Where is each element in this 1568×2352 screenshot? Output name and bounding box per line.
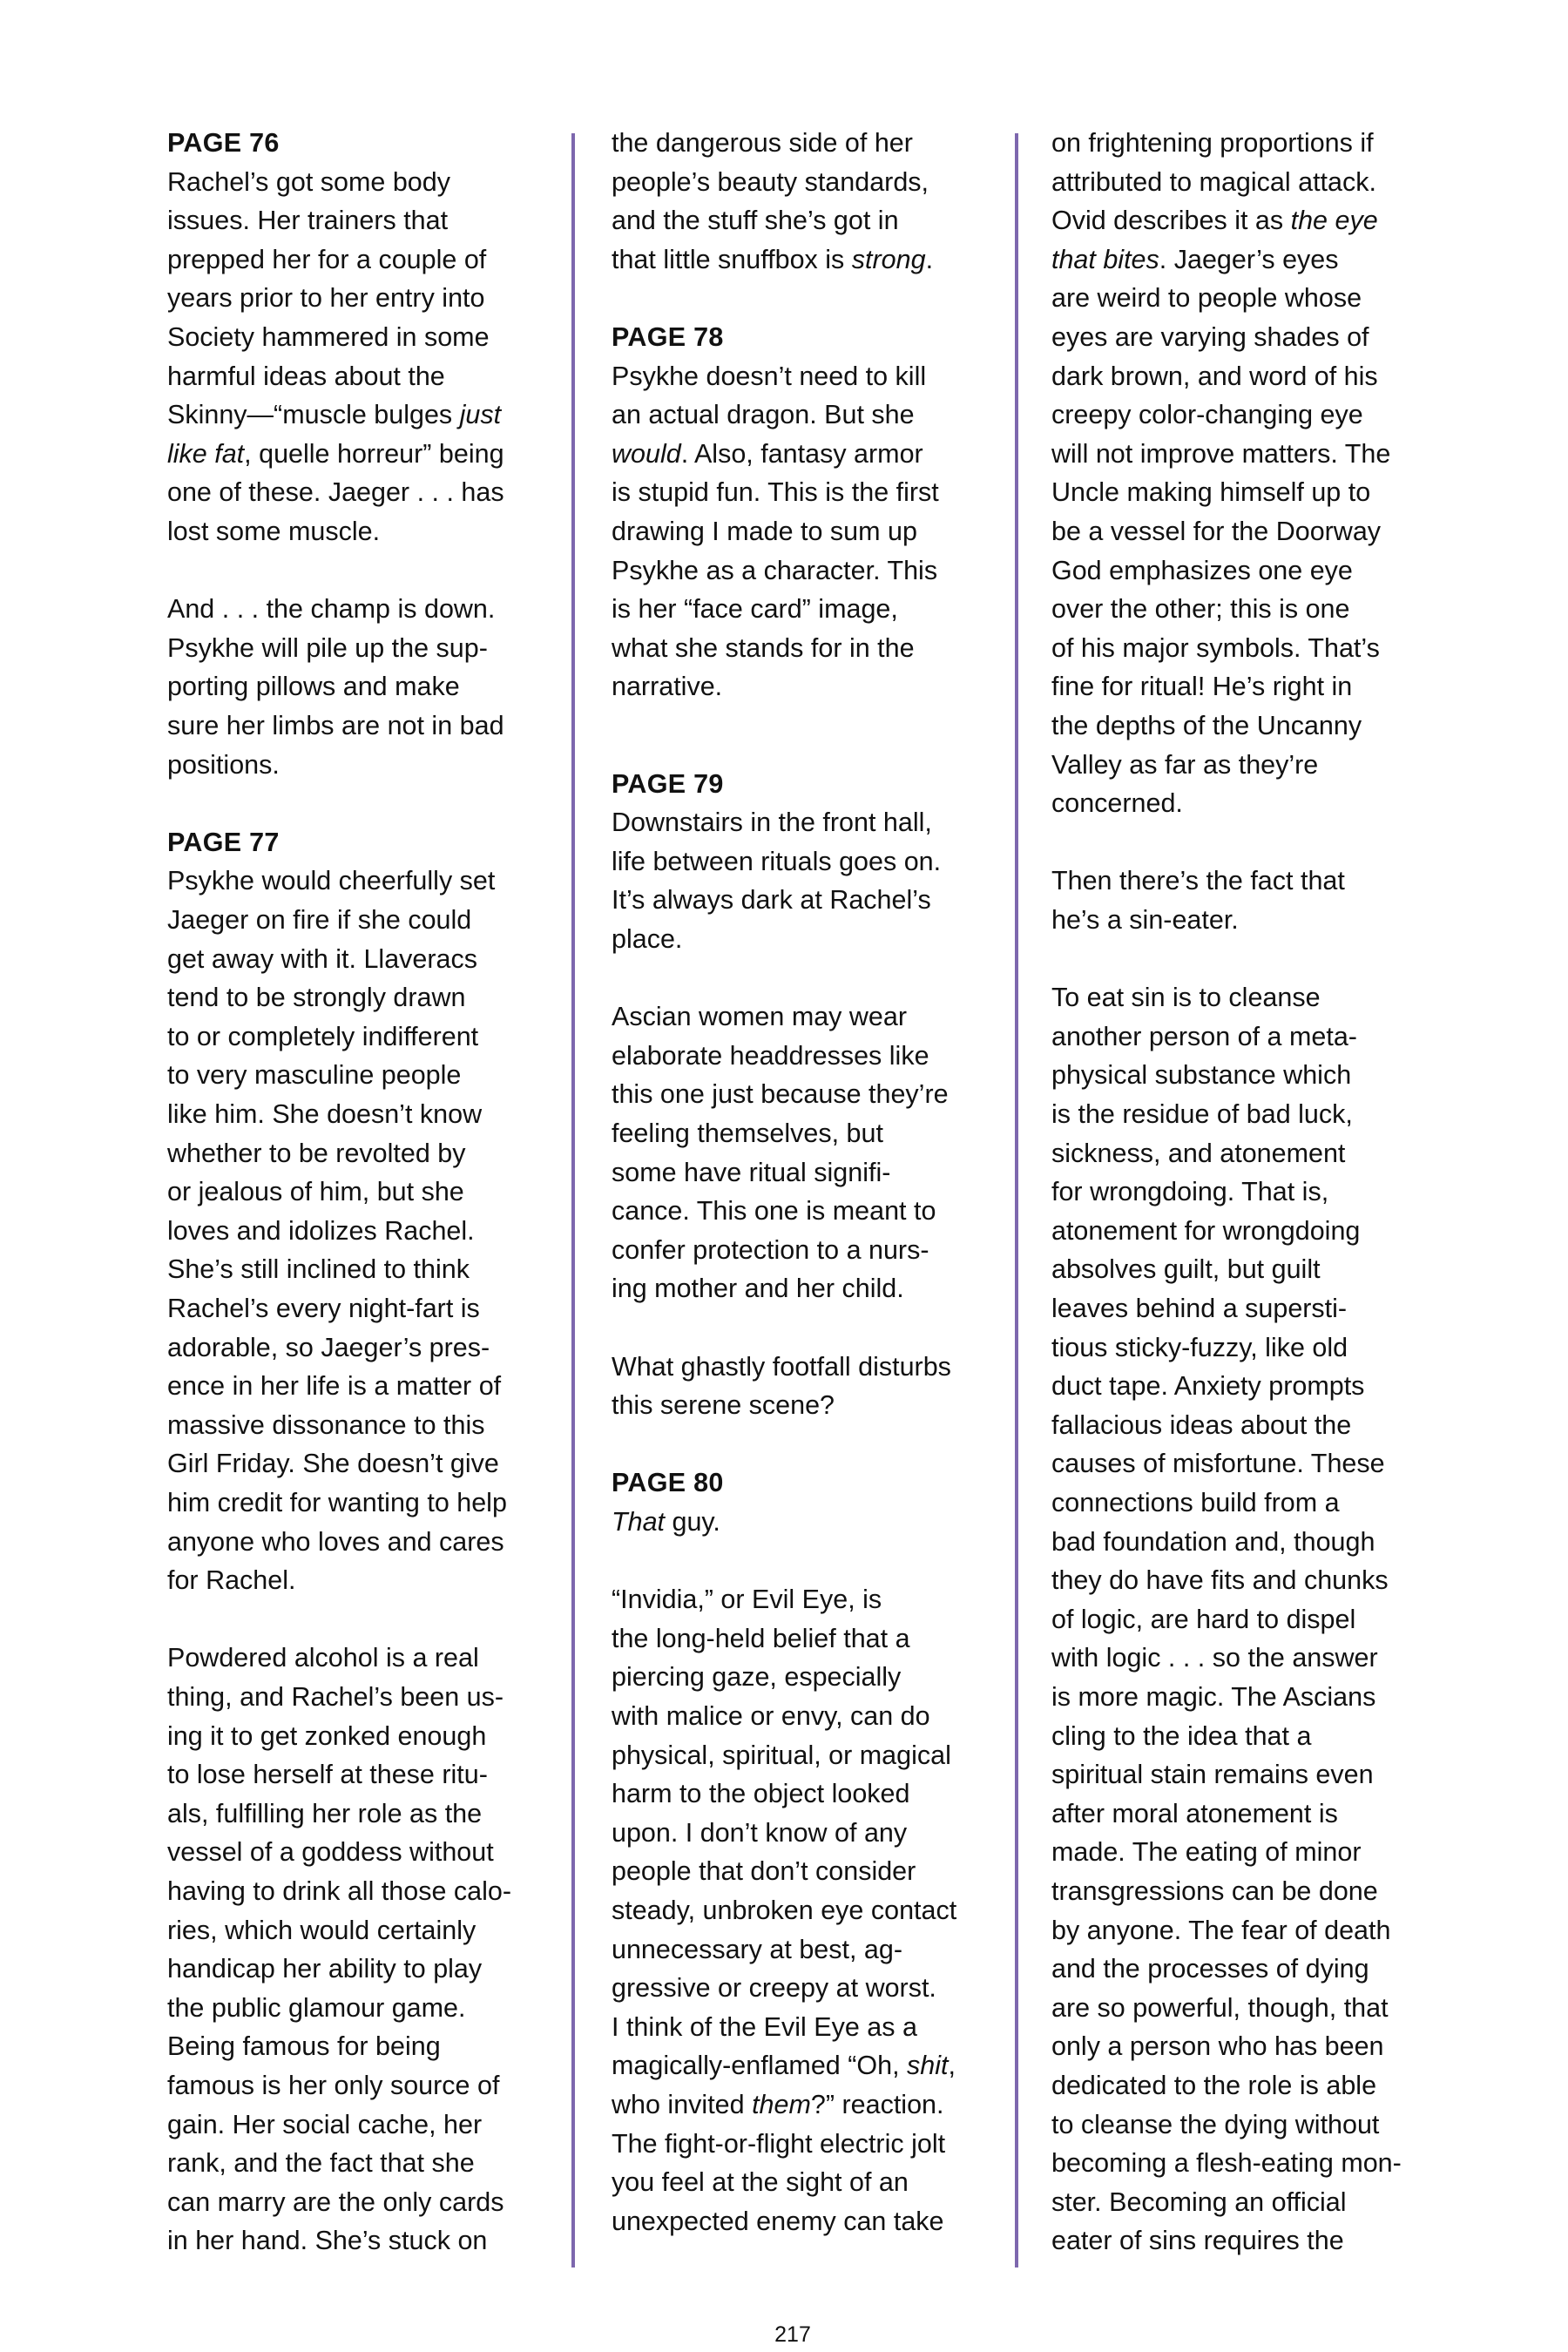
text-line: get away with it. Llaveracs — [167, 943, 477, 974]
text-line: Rachel’s every night-fart is — [167, 1294, 480, 1323]
text-line: physical, spiritual, or magical — [612, 1740, 951, 1770]
text-line: feeling themselves, but — [612, 1119, 883, 1148]
text-line: in her hand. She’s stuck on — [167, 2226, 488, 2256]
text-line: positions. — [167, 749, 280, 780]
text-line: lost some muscle. — [167, 517, 381, 546]
text-line: unnecessary at best, ag- — [612, 1934, 902, 1964]
text-line: is more magic. The Ascians — [1051, 1682, 1376, 1712]
text-line: for wrongdoing. That is, — [1051, 1177, 1329, 1207]
text-line: can marry are the only cards — [167, 2186, 504, 2217]
text-line: by anyone. The fear of death — [1051, 1915, 1391, 1945]
text-line: and the processes of dying — [1051, 1954, 1369, 1984]
text-line: is the residue of bad luck, — [1051, 1099, 1353, 1129]
text-line: Valley as far as they’re — [1051, 749, 1319, 780]
text-line: Uncle making himself up to — [1051, 477, 1371, 508]
text-line: elaborate headdresses like — [612, 1040, 929, 1071]
text-line: It’s always dark at Rachel’s — [612, 885, 931, 916]
text-line: She’s still inclined to think — [167, 1254, 470, 1285]
text-line: rank, and the fact that she — [167, 2148, 475, 2179]
text-line: people’s beauty standards, — [612, 166, 929, 197]
text-line: Powdered alcohol is a real — [167, 1643, 479, 1673]
text-line: Rachel’s got some body — [167, 166, 450, 197]
text-line: dark brown, and word of his — [1051, 361, 1378, 391]
text-line: prepped her for a couple of — [167, 244, 487, 274]
text-line: porting pillows and make — [167, 672, 460, 702]
page-number: 217 — [774, 2322, 811, 2347]
text-line: handicap her ability to play — [167, 1954, 483, 1984]
text-line: ing mother and her child. — [612, 1274, 904, 1304]
text-line: whether to be revolted by — [167, 1138, 466, 1168]
text-line: to lose herself at these ritu- — [167, 1760, 488, 1790]
text-line: atonement for wrongdoing — [1051, 1215, 1361, 1246]
column-divider-1 — [571, 133, 575, 2268]
text-line: only a person who has been — [1051, 2031, 1384, 2062]
text-line: Ascian women may wear — [612, 1002, 908, 1032]
text-line: people that don’t consider — [612, 1856, 916, 1887]
text-line: with logic . . . so the answer — [1051, 1643, 1378, 1673]
text-line: who invited them?” reaction. — [612, 2090, 944, 2119]
section-heading: PAGE 80 — [612, 1468, 724, 1498]
text-line: unexpected enemy can take — [612, 2206, 944, 2236]
section-heading: PAGE 79 — [612, 768, 724, 799]
text-line: eater of sins requires the — [1051, 2226, 1344, 2256]
text-line: massive dissonance to this — [167, 1409, 485, 1440]
text-line: the depths of the Uncanny — [1051, 711, 1362, 740]
text-line: him credit for wanting to help — [167, 1488, 507, 1517]
text-line: this one just because they’re — [612, 1079, 949, 1110]
text-line: tend to be strongly drawn — [167, 983, 466, 1013]
text-line: another person of a meta- — [1051, 1021, 1357, 1051]
text-line: Ovid describes it as the eye — [1051, 206, 1378, 236]
text-line: drawing I made to sum up — [612, 517, 917, 546]
text-line: confer protection to a nurs- — [612, 1234, 929, 1265]
text-line: that little snuffbox is strong. — [612, 244, 934, 274]
text-line: I think of the Evil Eye as a — [612, 2011, 917, 2042]
section-heading: PAGE 77 — [167, 827, 280, 857]
text-line: transgressions can be done — [1051, 1876, 1378, 1906]
text-line: Society hammered in some — [167, 322, 490, 352]
text-line: to cleanse the dying without — [1051, 2109, 1380, 2139]
text-line: The fight-or-flight electric jolt — [612, 2128, 946, 2159]
text-line: gressive or creepy at worst. — [612, 1973, 936, 2004]
text-line: of logic, are hard to dispel — [1051, 1604, 1356, 1634]
text-line: Psykhe will pile up the sup- — [167, 632, 488, 663]
text-line: dedicated to the role is able — [1051, 2071, 1377, 2100]
text-line: like him. She doesn’t know — [167, 1099, 483, 1129]
text-line: duct tape. Anxiety prompts — [1051, 1371, 1365, 1402]
text-line: narrative. — [612, 672, 723, 702]
text-line: thing, and Rachel’s been us- — [167, 1682, 504, 1712]
text-line: he’s a sin-eater. — [1051, 905, 1239, 935]
text-line: That guy. — [612, 1507, 720, 1537]
text-line: To eat sin is to cleanse — [1051, 983, 1321, 1013]
text-line: on frightening proportions if — [1051, 128, 1374, 158]
text-line: Then there’s the fact that — [1051, 866, 1345, 896]
text-line: are weird to people whose — [1051, 283, 1362, 314]
text-line: gain. Her social cache, her — [167, 2109, 483, 2139]
text-line: God emphasizes one eye — [1051, 555, 1353, 585]
text-line: vessel of a goddess without — [167, 1837, 494, 1868]
text-line: Psykhe would cheerfully set — [167, 866, 496, 896]
text-line: for Rachel. — [167, 1565, 296, 1596]
text-line: that bites. Jaeger’s eyes — [1051, 244, 1339, 274]
text-line: cling to the idea that a — [1051, 1720, 1312, 1751]
text-line: or jealous of him, but she — [167, 1177, 464, 1207]
text-line: after moral atonement is — [1051, 1798, 1338, 1828]
text-line: to very masculine people — [167, 1060, 462, 1091]
text-line: be a vessel for the Doorway — [1051, 517, 1382, 546]
text-line: this serene scene? — [612, 1390, 835, 1421]
text-line: Jaeger on fire if she could — [167, 905, 472, 935]
text-line: eyes are varying shades of — [1051, 322, 1369, 352]
text-line: upon. I don’t know of any — [612, 1817, 908, 1848]
text-line: made. The eating of minor — [1051, 1837, 1362, 1868]
text-line: will not improve matters. The — [1051, 438, 1391, 469]
text-line: Downstairs in the front hall, — [612, 808, 932, 838]
text-line: concerned. — [1051, 788, 1183, 819]
text-line: creepy color-changing eye — [1051, 400, 1363, 430]
text-line: like fat, quelle horreur” being — [167, 438, 504, 469]
text-line: ries, which would certainly — [167, 1915, 476, 1945]
text-line: ence in her life is a matter of — [167, 1371, 502, 1402]
text-line: Girl Friday. She doesn’t give — [167, 1449, 499, 1479]
text-line: “Invidia,” or Evil Eye, is — [612, 1585, 882, 1615]
text-line: And . . . the champ is down. — [167, 594, 496, 625]
text-line: sure her limbs are not in bad — [167, 711, 504, 740]
section-heading: PAGE 78 — [612, 322, 724, 352]
text-line: the dangerous side of her — [612, 128, 913, 158]
text-line: and the stuff she’s got in — [612, 206, 899, 236]
text-line: place. — [612, 924, 683, 954]
text-line: Being famous for being — [167, 2031, 441, 2062]
text-line: What ghastly footfall disturbs — [612, 1351, 951, 1382]
text-line: sickness, and atonement — [1051, 1138, 1346, 1168]
text-line: you feel at the sight of an — [612, 2167, 909, 2198]
text-line: loves and idolizes Rachel. — [167, 1215, 475, 1246]
text-line: with malice or envy, can do — [612, 1701, 930, 1731]
text-line: of his major symbols. That’s — [1051, 632, 1380, 663]
text-line: an actual dragon. But she — [612, 400, 915, 430]
text-line: they do have fits and chunks — [1051, 1565, 1389, 1596]
text-line: tious sticky-fuzzy, like old — [1051, 1332, 1348, 1362]
text-line: steady, unbroken eye contact — [612, 1896, 957, 1925]
text-line: issues. Her trainers that — [167, 206, 449, 236]
text-line: fallacious ideas about the — [1051, 1409, 1352, 1440]
text-line: harm to the object looked — [612, 1779, 910, 1809]
text-line: life between rituals goes on. — [612, 846, 942, 876]
text-line: famous is her only source of — [167, 2071, 500, 2100]
text-line: magically-enflamed “Oh, shit, — [612, 2051, 956, 2081]
text-line: fine for ritual! He’s right in — [1051, 672, 1353, 702]
text-line: over the other; this is one — [1051, 594, 1350, 625]
text-line: cance. This one is meant to — [612, 1196, 936, 1227]
text-line: is stupid fun. This is the first — [612, 477, 939, 508]
text-line: Psykhe as a character. This — [612, 555, 938, 585]
text-line: becoming a flesh-eating mon- — [1051, 2148, 1402, 2179]
text-line: the public glamour game. — [167, 1992, 466, 2023]
text-line: what she stands for in the — [612, 632, 915, 663]
text-line: harmful ideas about the — [167, 361, 445, 391]
text-line: absolves guilt, but guilt — [1051, 1254, 1321, 1285]
text-line: is her “face card” image, — [612, 594, 898, 625]
text-line: Skinny—“muscle bulges just — [167, 400, 502, 430]
text-line: are so powerful, though, that — [1051, 1992, 1389, 2023]
text-line: als, fulfilling her role as the — [167, 1798, 483, 1828]
text-line: would. Also, fantasy armor — [612, 438, 923, 469]
text-line: bad foundation and, though — [1051, 1526, 1375, 1557]
text-line: spiritual stain remains even — [1051, 1760, 1374, 1790]
text-line: causes of misfortune. These — [1051, 1449, 1385, 1479]
text-line: having to drink all those calo- — [167, 1876, 512, 1906]
text-line: leaves behind a supersti- — [1051, 1294, 1348, 1323]
text-line: connections build from a — [1051, 1488, 1340, 1517]
column-divider-2 — [1015, 133, 1018, 2268]
text-line: physical substance which — [1051, 1060, 1352, 1091]
text-line: to or completely indifferent — [167, 1021, 479, 1051]
text-line: piercing gaze, especially — [612, 1662, 902, 1693]
text-line: some have ritual signifi- — [612, 1157, 891, 1187]
text-line: ster. Becoming an official — [1051, 2186, 1347, 2217]
text-line: adorable, so Jaeger’s pres- — [167, 1332, 490, 1362]
text-line: anyone who loves and cares — [167, 1526, 504, 1557]
text-line: years prior to her entry into — [167, 283, 485, 314]
text-line: Psykhe doesn’t need to kill — [612, 361, 927, 391]
text-line: the long-held belief that a — [612, 1623, 910, 1653]
text-line: one of these. Jaeger . . . has — [167, 477, 504, 508]
text-line: attributed to magical attack. — [1051, 166, 1376, 197]
section-heading: PAGE 76 — [167, 128, 280, 158]
text-line: ing it to get zonked enough — [167, 1720, 487, 1751]
